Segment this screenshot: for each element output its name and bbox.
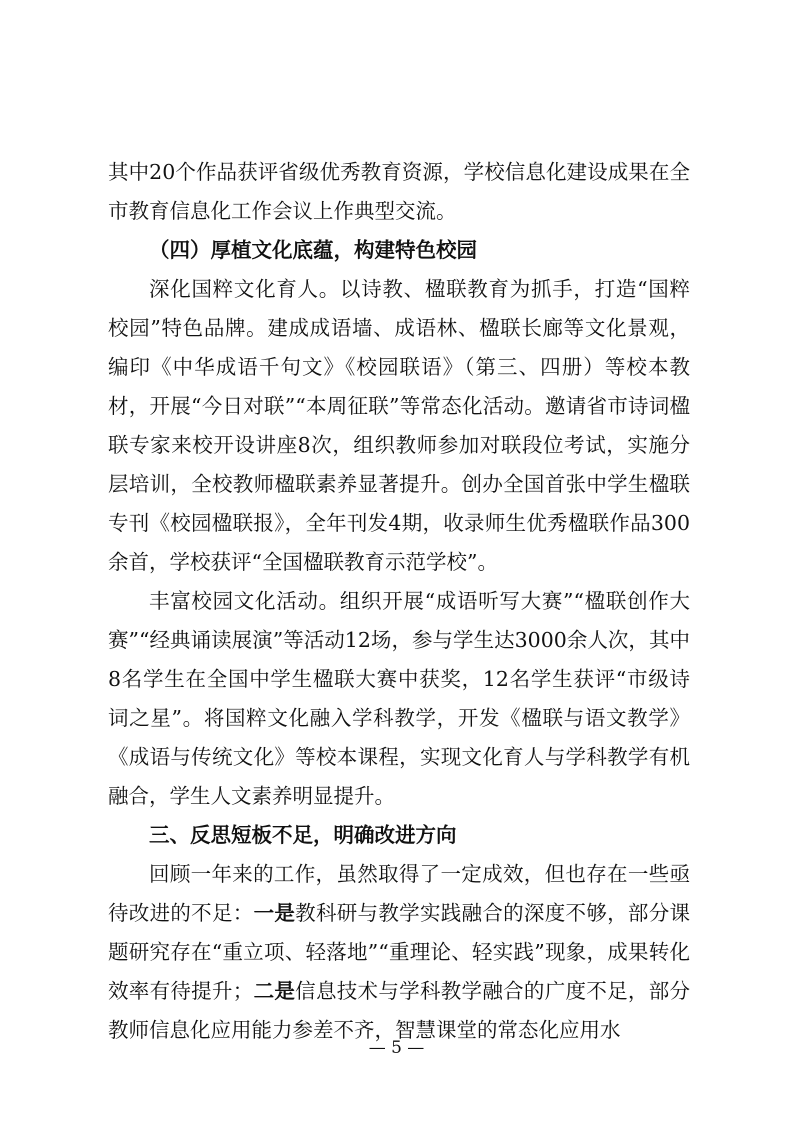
point-two-text: 信息技术与学科教学融合的广度不足，部分教师信息化应用能力参差不齐，智慧课堂的常态化应用水 <box>108 979 691 1042</box>
paragraph-continuation: 其中20个作品获评省级优秀教育资源，学校信息化建设成果在全市教育信息化工作会议上作典型交流。 <box>108 160 690 223</box>
page-number: — 5 — <box>368 1038 425 1058</box>
paragraph-guocui-culture: 深化国粹文化育人。以诗教、楹联教育为抓手，打造“国粹校园”特色品牌。建成成语墙、成语林、楹联长廊等文化景观，编印《中华成语千句文》《校园联语》（第三、四册）等校本教材，开展“今日对联”“本周征联”等常态化活动。邀请省市诗词楹联专家来校开设讲座8次，组织教师参加对联段位考试，实施分层培训，全校教师楹联素养显著提升。创办全国首张中学生楹联专刊《校园楹联报》，全年刊发4期，收录师生优秀楹联作品300余首，学校获评“全国楹联教育示范学校”。 <box>108 277 690 574</box>
point-one-text: 教科研与教学实践融合的深度不够，部分课题研究存在“重立项、轻落地”“重理论、轻实践”现象，成果转化效率有待提升； <box>108 901 691 1003</box>
point-one-label: 一是 <box>253 901 296 925</box>
point-two-label: 二是 <box>253 979 296 1003</box>
section-heading-four: （四）厚植文化底蕴，构建特色校园 <box>149 238 477 262</box>
paragraph-campus-activities: 丰富校园文化活动。组织开展“成语听写大赛”“楹联创作大赛”“经典诵读展演”等活动12场，参与学生达3000余人次，其中8名学生在全国中学生楹联大赛中获奖，12名学生获评“市级诗词之星”。将国粹文化融入学科教学，开发《楹联与语文教学》《成语与传统文化》等校本课程，实现文化育人与学科教学有机融合，学生人文素养明显提升。 <box>108 589 690 808</box>
document-body <box>108 153 690 1050</box>
paragraph-reflection <box>108 855 690 1050</box>
section-heading-three: 三、反思短板不足，明确改进方向 <box>149 823 457 847</box>
reflection-intro: 回顾一年来的工作，虽然取得了一定成效，但也存在一些亟待改进的不足： <box>108 862 690 925</box>
